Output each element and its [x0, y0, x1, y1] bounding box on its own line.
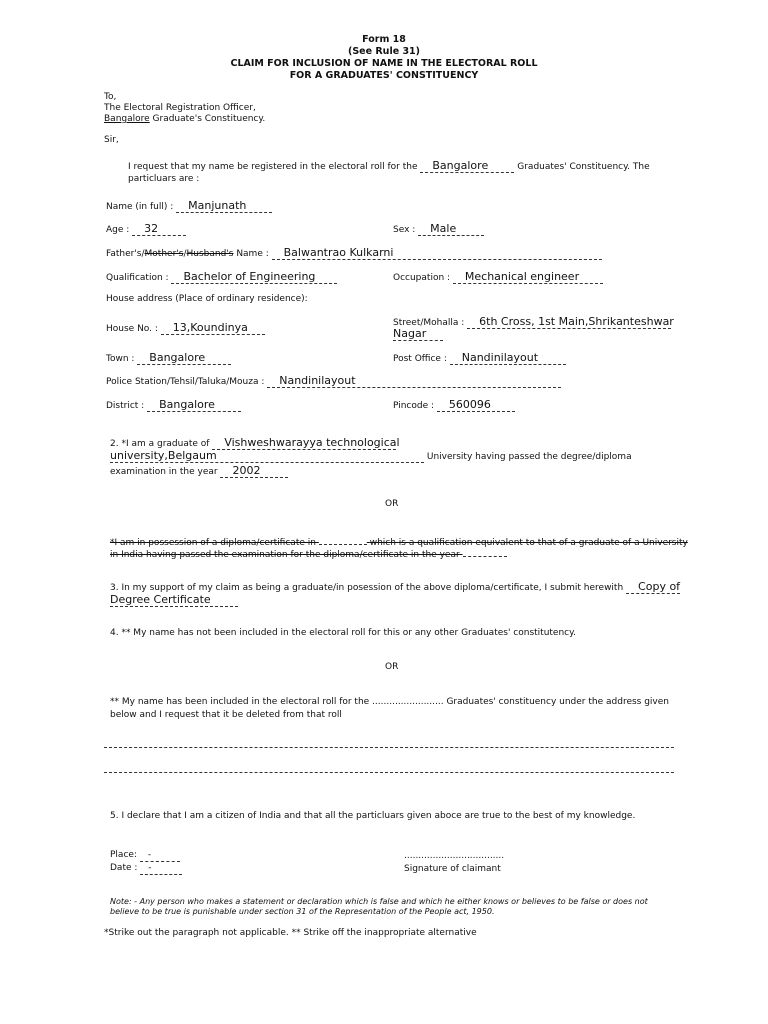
place-label: Place:	[110, 850, 137, 860]
qualification-row	[106, 271, 337, 284]
occupation-label: Occupation :	[393, 273, 453, 283]
university-field-line2[interactable]: university,Belgaum	[110, 450, 424, 463]
addressee-officer: The Electoral Registration Officer,	[104, 103, 256, 113]
age-field[interactable]: 32	[132, 223, 186, 236]
year-label: examination in the year	[110, 467, 218, 477]
sex-field[interactable]: Male	[418, 223, 484, 236]
occupation-field[interactable]: Mechanical engineer	[453, 271, 603, 284]
house-no-field[interactable]: 13,Koundinya	[161, 322, 265, 335]
para4-text: 4. ** My name has not been included in the electoral roll for this or any other Graduates' constitutency.	[110, 628, 577, 638]
para2-line3	[110, 465, 288, 478]
police-field[interactable]: Nandinilayout	[267, 375, 561, 388]
district-label: District :	[106, 401, 148, 411]
struck-line1b-text: which is a qualification equivalent to that of a graduate of a University	[369, 538, 688, 548]
date-label: Date :	[110, 863, 138, 873]
strike-instructions: *Strike out the paragraph not applicable. ** Strike off the inappropriate alternative	[104, 928, 477, 938]
para4b-line2: below and I request that it be deleted from that roll	[110, 710, 342, 720]
university-field-line1[interactable]: Vishweshwarayya technological	[212, 437, 396, 450]
place-row	[110, 850, 180, 862]
year-field[interactable]: 2002	[220, 465, 288, 478]
town-label: Town :	[106, 354, 138, 364]
post-office-label: Post Office :	[393, 354, 450, 364]
request-post: Graduates' Constituency. The	[514, 162, 650, 172]
para2-line2	[110, 450, 632, 463]
street-label: Street/Mohalla :	[393, 318, 468, 328]
street-field-line2[interactable]: Nagar	[393, 328, 443, 341]
form-title: CLAIM FOR INCLUSION OF NAME IN THE ELECTORAL ROLL	[230, 58, 538, 69]
sex-row	[393, 223, 484, 236]
addressee-constituency-suffix: Graduate's Constituency.	[149, 114, 266, 124]
signature-line[interactable]: ...................................	[404, 851, 505, 861]
house-no-label: House No. :	[106, 324, 161, 334]
request-line2: particluars are :	[128, 174, 200, 184]
police-row	[106, 375, 561, 388]
struck-year-blank	[463, 547, 507, 557]
para5-text: 5. I declare that I am a citizen of India and that all the particluars given aboce are true to the best of my knowledge.	[110, 811, 636, 821]
father-name-field[interactable]: Balwantrao Kulkarni	[272, 247, 602, 260]
sex-label: Sex :	[393, 225, 419, 235]
district-field[interactable]: Bangalore	[147, 399, 241, 412]
house-address-label: House address (Place of ordinary residence):	[106, 294, 308, 304]
father-label-suffix: Name :	[233, 249, 272, 259]
age-row	[106, 223, 186, 236]
pincode-field[interactable]: 560096	[437, 399, 515, 412]
or-separator-1: OR	[385, 499, 399, 509]
signature-label: Signature of claimant	[404, 864, 501, 874]
qualification-field[interactable]: Bachelor of Engineering	[171, 271, 337, 284]
para3-line2	[110, 594, 238, 607]
police-label: Police Station/Tehsil/Taluka/Mouza :	[106, 377, 268, 387]
legal-note: Note: - Any person who makes a statement or declaration which is false and which he either knows or believes to be false or does not believe to be true is punishable under section 31 of the Representation of the People act, 1950.	[110, 897, 648, 916]
address-blank-line-2[interactable]	[104, 772, 674, 773]
mother-label-struck: Mother's	[144, 249, 184, 259]
struck-line1-text: *I am in possession of a diploma/certificate in	[110, 538, 316, 548]
house-no-row	[106, 322, 265, 335]
place-field[interactable]: -	[140, 850, 180, 862]
father-row	[106, 247, 602, 260]
or-separator-2: OR	[385, 662, 399, 672]
father-label-prefix: Father's/	[106, 249, 145, 259]
post-office-field[interactable]: Nandinilayout	[450, 352, 566, 365]
addressee-to: To,	[104, 92, 117, 102]
father-label-slash: /	[183, 249, 187, 259]
occupation-row	[393, 271, 603, 284]
struck-line2-text: in India having passed the examination for the diploma/certificate in the year	[110, 550, 460, 560]
address-blank-line-1[interactable]	[104, 747, 674, 748]
para4b-line1: ** My name has been included in the electoral roll for the ......................... Graduates' constituency under the address given	[110, 697, 669, 707]
street-row-2	[393, 328, 443, 341]
request-line	[128, 160, 650, 173]
district-row	[106, 399, 241, 412]
request-pre: I request that my name be registered in the electoral roll for the	[128, 162, 418, 172]
para2-pre: 2. *I am a graduate of	[110, 439, 210, 449]
pincode-row	[393, 399, 515, 412]
husband-label-struck: Husband's	[186, 249, 234, 259]
addressee-constituency	[104, 114, 265, 125]
struck-diploma-blank	[319, 535, 367, 545]
name-label: Name (in full) :	[106, 202, 177, 212]
name-row	[106, 200, 272, 213]
street-field-line1[interactable]: 6th Cross, 1st Main,Shrikanteshwar	[467, 316, 671, 329]
date-field[interactable]: -	[140, 863, 182, 875]
salutation: Sir,	[104, 135, 119, 145]
para3-text: 3. In my support of my claim as being a graduate/in posession of the above diploma/certificate, I submit herewith	[110, 583, 624, 593]
age-label: Age :	[106, 225, 133, 235]
town-row	[106, 352, 231, 365]
rule-reference: (See Rule 31)	[347, 46, 421, 57]
town-field[interactable]: Bangalore	[137, 352, 231, 365]
struck-line2	[110, 547, 507, 561]
name-field[interactable]: Manjunath	[176, 200, 272, 213]
document-field-line1[interactable]: Copy of	[626, 581, 680, 594]
date-row	[110, 863, 182, 875]
addressee-constituency-name: Bangalore	[104, 114, 150, 124]
document-field-line2[interactable]: Degree Certificate	[110, 594, 238, 607]
constituency-field[interactable]: Bangalore	[420, 160, 514, 173]
para2-post: University having passed the degree/diploma	[426, 452, 632, 462]
form-number: Form 18	[362, 34, 406, 45]
pincode-label: Pincode :	[393, 401, 437, 411]
post-office-row	[393, 352, 566, 365]
qualification-label: Qualification :	[106, 273, 172, 283]
form-subtitle: FOR A GRADUATES' CONSTITUENCY	[289, 70, 479, 81]
